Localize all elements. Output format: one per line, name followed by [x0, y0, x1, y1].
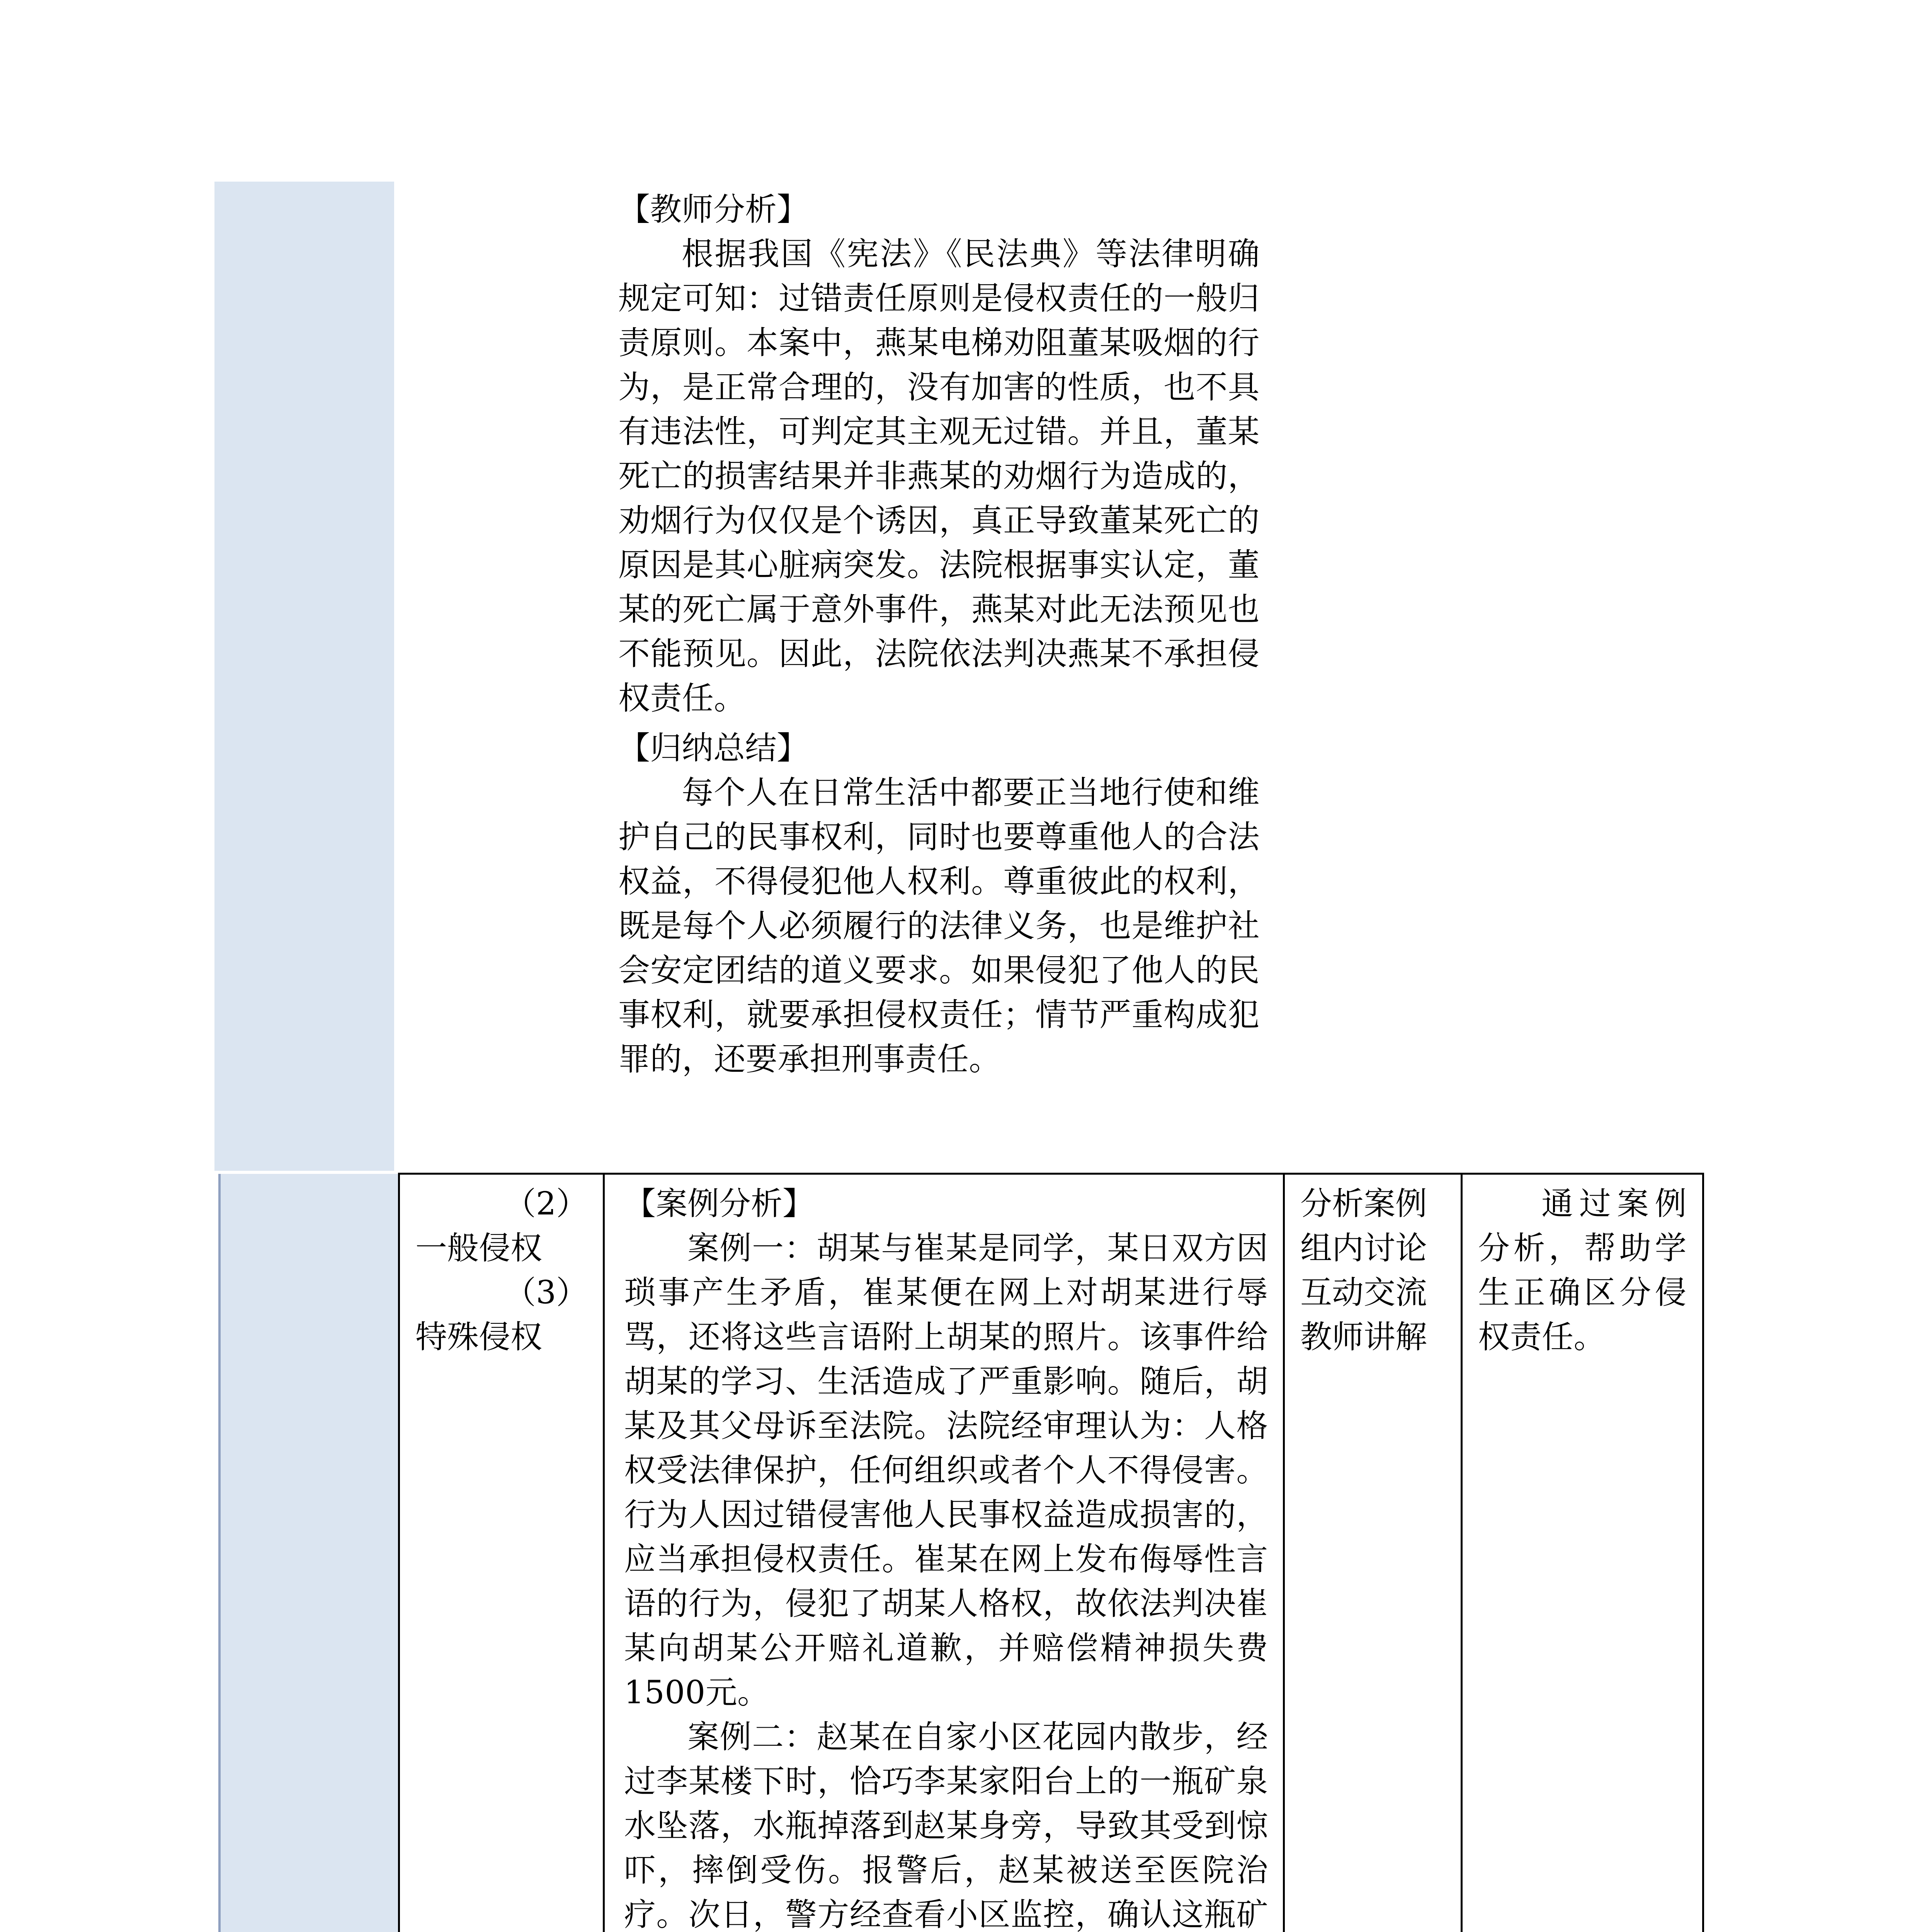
teacher-analysis-text: 根据我国《宪法》《民法典》等法律明确规定可知：过错责任原则是侵权责任的一般归责原则。本案中，燕某电梯劝阻董某吸烟的行为，是正常合理的，没有加害的性质，也不具有违法性，可判定其主观无过错。并且，董某死亡的损害结果并非燕某的劝烟行为造成的，劝烟行为仅仅是个诱因，真正导致董某死亡的原因是其心脏病突发。法院根据事实认定，董某的死亡属于意外事件，燕某对此无法预见也不能预见。因此，法院依法判决燕某不承担侵权责任。: [618, 236, 1260, 717]
case-two-text: 案例二：赵某在自家小区花园内散步，经过李某楼下时，恰巧李某家阳台上的一瓶矿泉水坠落，水瓶掉落到赵某身旁，导致其受到惊吓，摔倒受伤。报警后，赵某被送至医院治疗。次日，警方经查看小区监控，确认这瓶矿: [624, 1719, 1268, 1932]
design-intent-cell: [1462, 1174, 1703, 1932]
teacher-analysis-heading: 【教师分析】: [618, 191, 809, 228]
case-analysis-heading: 【案例分析】: [624, 1185, 815, 1222]
lesson-content-cell: [399, 1174, 604, 1932]
activity-item: 教师讲解: [1300, 1319, 1427, 1355]
item-3-number: （3）: [504, 1274, 588, 1311]
summary-heading: 【归纳总结】: [618, 730, 809, 767]
lesson-table: [218, 1173, 1704, 1932]
continued-main-column: [618, 187, 1260, 1082]
item-2-title: 一般侵权: [415, 1230, 543, 1267]
student-activity-cell: [1284, 1174, 1462, 1932]
teaching-process-cell: [604, 1174, 1284, 1932]
table-row: [218, 1174, 1703, 1932]
left-stripe-continued: [214, 182, 394, 1171]
design-intent-text: 通过案例分析，帮助学生正确区分侵权责任。: [1478, 1185, 1687, 1355]
summary-text: 每个人在日常生活中都要正当地行使和维护自己的民事权利，同时也要尊重他人的合法权益，不得侵犯他人权利。尊重彼此的权利，既是每个人必须履行的法律义务，也是维护社会安定团结的道义要求。如果侵犯了他人的民事权利，就要承担侵权责任；情节严重构成犯罪的，还要承担刑事责任。: [618, 774, 1260, 1078]
item-3-title: 特殊侵权: [415, 1319, 543, 1355]
left-stripe-cell: [218, 1174, 399, 1932]
activity-item: 互动交流: [1300, 1274, 1427, 1311]
activity-item: 组内讨论: [1300, 1230, 1427, 1267]
item-2-number: （2）: [504, 1185, 588, 1222]
case-one-text: 案例一：胡某与崔某是同学，某日双方因琐事产生矛盾，崔某便在网上对胡某进行辱骂，还将这些言语附上胡某的照片。该事件给胡某的学习、生活造成了严重影响。随后，胡某及其父母诉至法院。法院经审理认为：人格权受法律保护，任何组织或者个人不得侵害。行为人因过错侵害他人民事权益造成损害的，应当承担侵权责任。崔某在网上发布侮辱性言语的行为，侵犯了胡某人格权，故依法判决崔某向胡某公开赔礼道歉，并赔偿精神损失费1500元。: [624, 1230, 1268, 1711]
activity-item: 分析案例: [1300, 1185, 1427, 1222]
